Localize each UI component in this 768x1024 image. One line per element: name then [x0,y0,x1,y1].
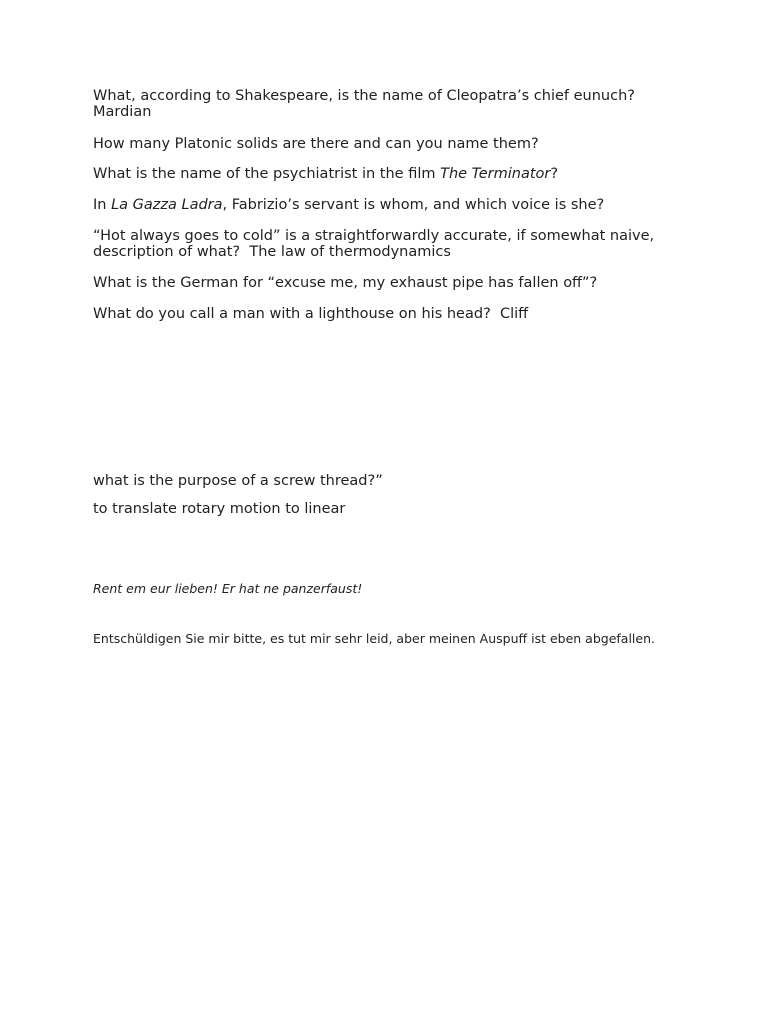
german-translation-line: Entschüldigen Sie mir bitte, es tut mir sehr leid, aber meinen Auspuff ist eben abgefallen. [93,631,655,646]
question-screw-thread: what is the purpose of a screw thread?” [93,473,383,489]
german-italic-line: Rent em eur lieben! Er hat ne panzerfaust! [93,581,363,596]
question-gazza-pre: In [93,197,112,213]
question-thermodynamics-line1: “Hot always goes to cold” is a straightforwardly accurate, if somewhat naive, [93,228,655,244]
question-cleopatra: What, according to Shakespeare, is the name of Cleopatra’s chief eunuch? [93,88,635,104]
question-gazza-ladra [93,197,693,213]
film-title-italic: The Terminator [440,166,551,182]
question-lighthouse: What do you call a man with a lighthouse on his head? Cliff [93,306,529,322]
question-german-exhaust: What is the German for “excuse me, my exhaust pipe has fallen off”? [93,275,598,291]
opera-title-italic: La Gazza Ladra [111,197,223,213]
question-gazza-post: , Fabrizio’s servant is whom, and which voice is she? [222,197,605,213]
answer-cleopatra: Mardian [93,104,152,120]
answer-screw-thread: to translate rotary motion to linear [93,501,346,517]
question-terminator-post: ? [550,166,559,182]
question-terminator [93,166,693,182]
question-platonic-solids: How many Platonic solids are there and can you name them? [93,136,539,152]
question-terminator-pre: What is the name of the psychiatrist in the film [93,166,441,182]
question-thermodynamics-line2: description of what? The law of thermodynamics [93,244,451,260]
